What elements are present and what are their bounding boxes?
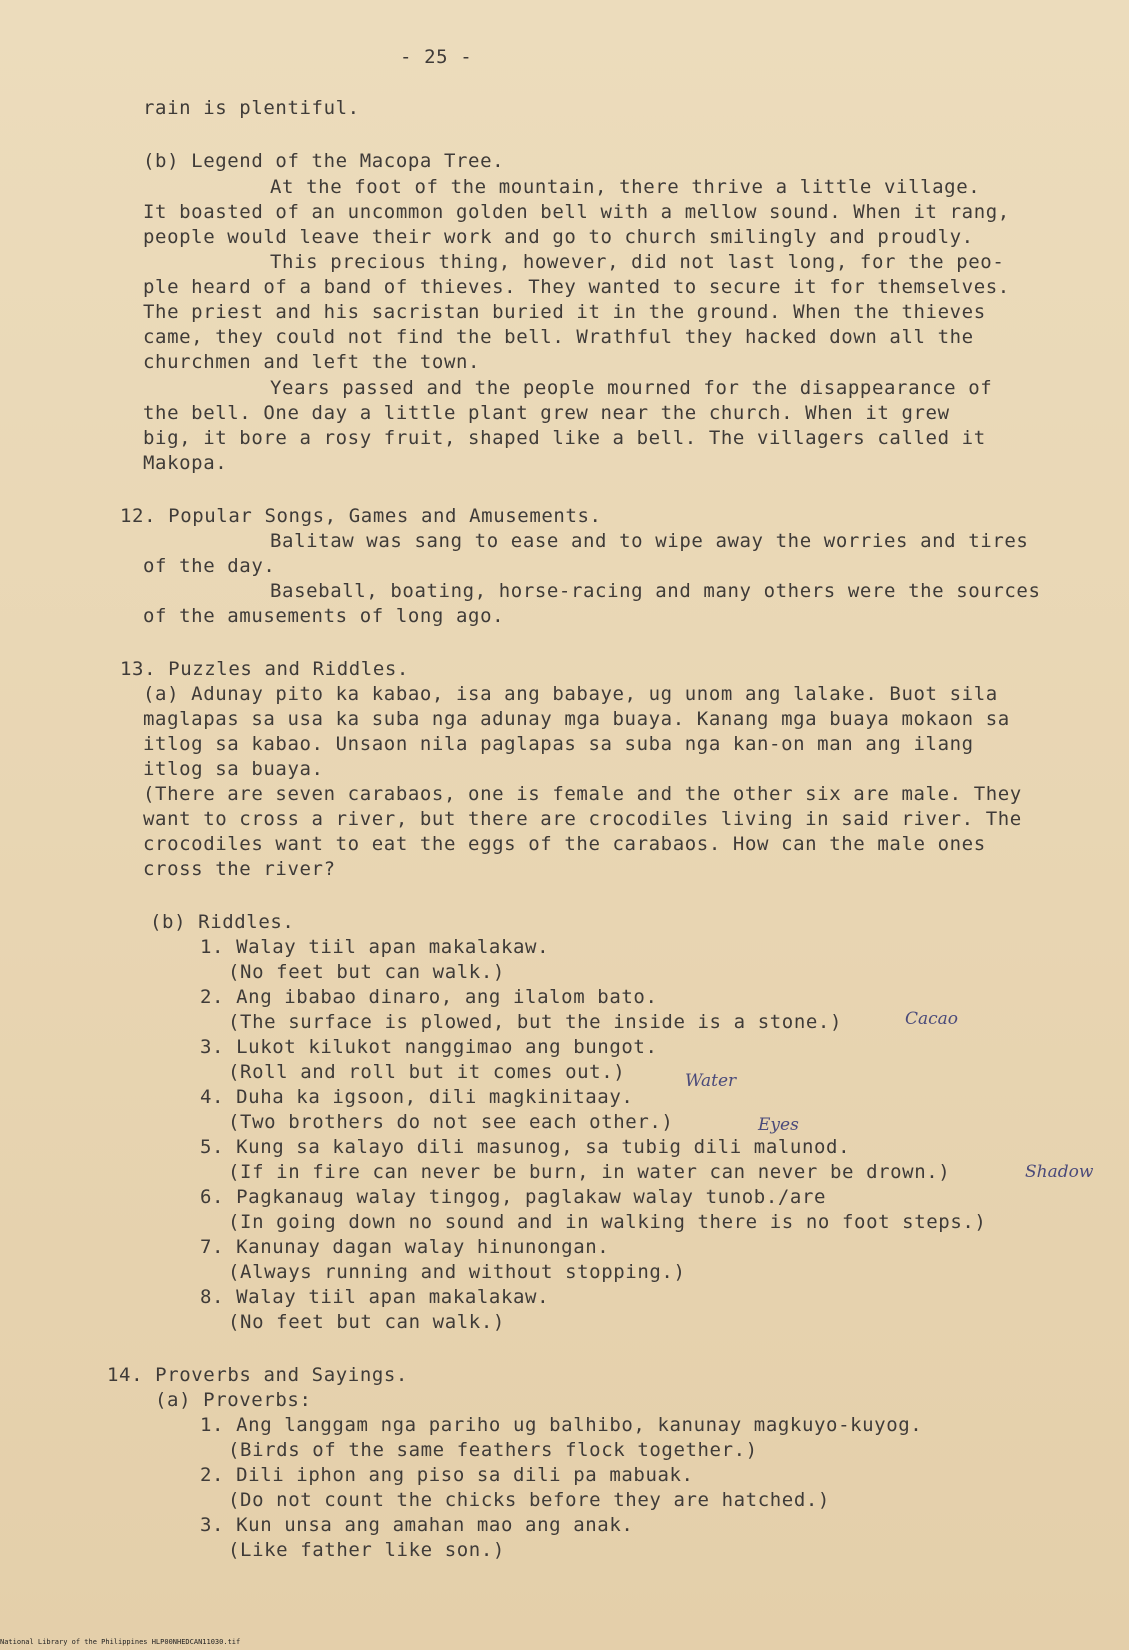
text-line: Years passed and the people mourned for the disappearance of [270, 377, 993, 399]
riddle-translation: (If in fire can never be burn, in water can never be drown.) [228, 1161, 951, 1183]
text-line: At the foot of the mountain, there thrive a little village. [270, 176, 981, 198]
footer-caption: National Library of the Philippines HLP00NHEDCAN11030.tif [0, 1638, 241, 1646]
text-line: itlog sa buaya. [143, 758, 324, 780]
text-line: came, they could not find the bell. Wrathful they hacked down all the [143, 326, 974, 348]
text-line: of the amusements of long ago. [143, 605, 505, 627]
text-line: Makopa. [143, 452, 228, 474]
text-line: want to cross a river, but there are crocodiles living in said river. The [143, 808, 1022, 830]
proverb-translation: (Birds of the same feathers flock together.) [228, 1439, 758, 1461]
riddle-item: 6. Pagkanaug walay tingog, paglakaw walay tunob./are [200, 1186, 827, 1208]
riddle-item: 4. Duha ka igsoon, dili magkinitaay. [200, 1086, 634, 1108]
proverb-item: 1. Ang langgam nga pariho ug balhibo, kanunay magkuyo-kuyog. [200, 1414, 923, 1436]
proverb-item: 2. Dili iphon ang piso sa dili pa mabuak. [200, 1464, 694, 1486]
riddle-translation: (No feet but can walk.) [228, 1311, 505, 1333]
proverb-item: 3. Kun unsa ang amahan mao ang anak. [200, 1514, 634, 1536]
text-line: maglapas sa usa ka suba nga adunay mga buaya. Kanang mga buaya mokaon sa [143, 708, 1010, 730]
section-heading: 13. Puzzles and Riddles. [120, 658, 409, 680]
proverb-translation: (Do not count the chicks before they are hatched.) [228, 1489, 830, 1511]
text-line: big, it bore a rosy fruit, shaped like a bell. The villagers called it [143, 427, 986, 449]
page-number: - 25 - [400, 46, 473, 68]
text-line: (a) Adunay pito ka kabao, isa ang babaye, ug unom ang lalake. Buot sila [143, 683, 998, 705]
section-heading: (a) Proverbs: [155, 1389, 312, 1411]
text-line: crocodiles want to eat the eggs of the carabaos. How can the male ones [143, 833, 986, 855]
riddle-item: 2. Ang ibabao dinaro, ang ilalom bato. [200, 986, 658, 1008]
text-line: ple heard of a band of thieves. They wanted to secure it for themselves. [143, 276, 1010, 298]
section-heading: 12. Popular Songs, Games and Amusements. [120, 505, 602, 527]
handwritten-annotation: Water [685, 1071, 737, 1091]
handwritten-annotation: Eyes [758, 1115, 799, 1135]
text-line: people would leave their work and go to church smilingly and proudly. [143, 226, 974, 248]
handwritten-annotation: Shadow [1025, 1162, 1094, 1182]
riddle-item: 7. Kanunay dagan walay hinunongan. [200, 1236, 610, 1258]
text-line: This precious thing, however, did not last long, for the peo- [270, 251, 1005, 273]
section-heading: 14. Proverbs and Sayings. [107, 1364, 408, 1386]
text-line: Baseball, boating, horse-racing and many others were the sources [270, 580, 1041, 602]
riddle-translation: (Always running and without stopping.) [228, 1261, 686, 1283]
riddle-item: 1. Walay tiil apan makalakaw. [200, 936, 550, 958]
handwritten-annotation: Cacao [905, 1009, 959, 1029]
text-line: churchmen and left the town. [143, 351, 481, 373]
text-line: itlog sa kabao. Unsaon nila paglapas sa suba nga kan-on man ang ilang [143, 733, 974, 755]
section-heading: (b) Legend of the Macopa Tree. [143, 150, 505, 172]
riddle-translation: (Two brothers do not see each other.) [228, 1111, 674, 1133]
text-line: cross the river? [143, 858, 336, 880]
proverb-translation: (Like father like son.) [228, 1539, 505, 1561]
text-line: (There are seven carabaos, one is female and the other six are male. They [143, 783, 1022, 805]
text-line: Balitaw was sang to ease and to wipe away the worries and tires [270, 530, 1029, 552]
section-heading: (b) Riddles. [150, 911, 295, 933]
riddle-item: 3. Lukot kilukot nanggimao ang bungot. [200, 1036, 658, 1058]
text-line: the bell. One day a little plant grew near the church. When it grew [143, 402, 950, 424]
text-line: rain is plentiful. [143, 97, 360, 119]
riddle-item: 5. Kung sa kalayo dili masunog, sa tubig dili malunod. [200, 1136, 851, 1158]
text-line: The priest and his sacristan buried it in the ground. When the thieves [143, 301, 986, 323]
riddle-translation: (No feet but can walk.) [228, 961, 505, 983]
riddle-translation: (Roll and roll but it comes out.) [228, 1061, 626, 1083]
riddle-translation: (In going down no sound and in walking there is no foot steps.) [228, 1211, 987, 1233]
riddle-item: 8. Walay tiil apan makalakaw. [200, 1286, 550, 1308]
riddle-translation: (The surface is plowed, but the inside is a stone.) [228, 1011, 842, 1033]
text-line: It boasted of an uncommon golden bell with a mellow sound. When it rang, [143, 201, 1010, 223]
text-line: of the day. [143, 555, 276, 577]
